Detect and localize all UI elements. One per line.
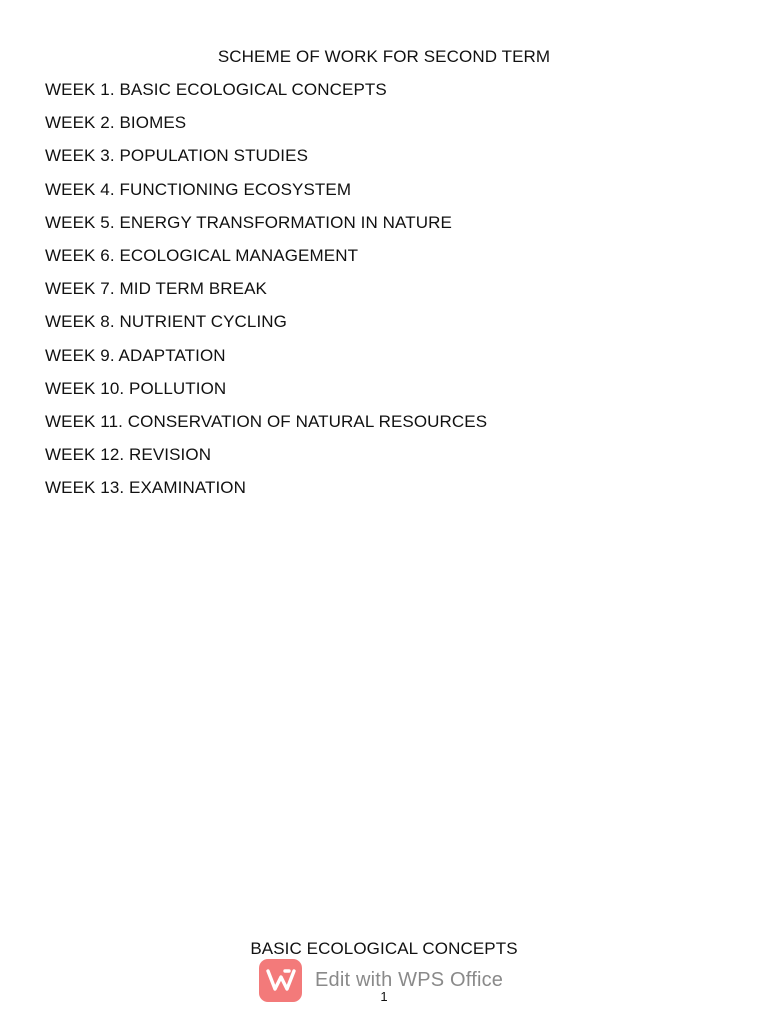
week-item-12: WEEK 12. REVISION	[45, 445, 212, 465]
week-item-10: WEEK 10. POLLUTION	[45, 378, 227, 398]
week-item-9: WEEK 9. ADAPTATION	[45, 345, 226, 365]
page-number: 1	[380, 989, 388, 1004]
week-item-7: WEEK 7. MID TERM BREAK	[45, 279, 267, 299]
document-title: SCHEME OF WORK FOR SECOND TERM	[217, 47, 551, 66]
wps-edit-label: Edit with WPS Office	[315, 968, 504, 991]
week-item-11: WEEK 11. CONSERVATION OF NATURAL RESOURCES	[45, 411, 488, 431]
week-item-2: WEEK 2. BIOMES	[45, 113, 187, 133]
week-item-6: WEEK 6. ECOLOGICAL MANAGEMENT	[45, 245, 359, 265]
week-item-4: WEEK 4. FUNCTIONING ECOSYSTEM	[45, 179, 352, 199]
week-list	[45, 79, 487, 510]
week-item-1: WEEK 1. BASIC ECOLOGICAL CONCEPTS	[45, 80, 387, 99]
week-item-5: WEEK 5. ENERGY TRANSFORMATION IN NATURE	[45, 212, 452, 232]
week-item-13: WEEK 13. EXAMINATION	[45, 478, 247, 498]
next-section-heading: BASIC ECOLOGICAL CONCEPTS	[250, 939, 518, 958]
week-item-3: WEEK 3. POPULATION STUDIES	[45, 146, 309, 166]
week-item-8: WEEK 8. NUTRIENT CYCLING	[45, 312, 288, 332]
